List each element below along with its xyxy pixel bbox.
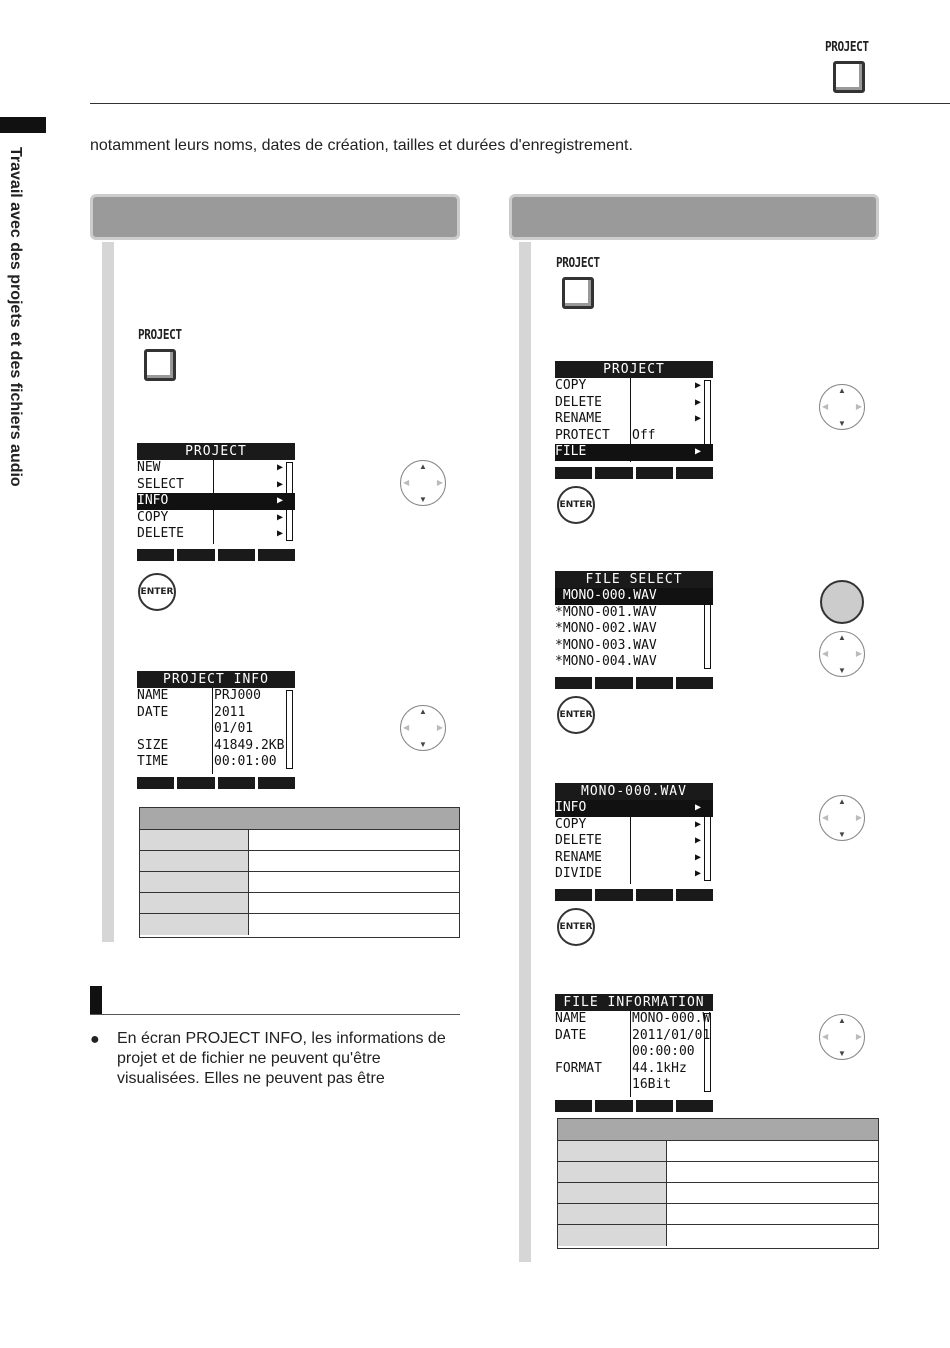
cursor-key-icon[interactable]: ▲ ▼ ◀ ▶ xyxy=(400,705,446,751)
function-key-bar xyxy=(137,777,295,789)
menu-item-label: COPY xyxy=(555,816,587,832)
arrow-right-icon: ▶ xyxy=(276,478,283,490)
info-row xyxy=(137,754,295,771)
table-row xyxy=(558,1162,878,1183)
menu-item[interactable] xyxy=(137,510,295,527)
arrow-right-icon: ▶ xyxy=(276,511,283,523)
enter-key-icon[interactable]: ENTER xyxy=(138,573,176,611)
info-row xyxy=(555,1044,713,1061)
project-button-label: PROJECT xyxy=(825,40,869,55)
menu-item-label: RENAME xyxy=(555,411,602,427)
left-info-table xyxy=(139,807,460,938)
menu-item[interactable] xyxy=(555,428,713,445)
info-label: DATE xyxy=(555,1027,587,1043)
info-row xyxy=(137,705,295,722)
menu-item-label: COPY xyxy=(555,378,587,393)
menu-item-label: INFO xyxy=(137,493,169,509)
chapter-title: Travail avec des projets et des fichiers audio xyxy=(7,147,24,487)
file-item-selected[interactable] xyxy=(555,588,713,605)
function-key-bar xyxy=(555,889,713,901)
info-value: PRJ000 xyxy=(214,688,261,703)
scrollbar xyxy=(704,380,711,459)
arrow-right-icon: ▶ xyxy=(694,396,701,408)
menu-item[interactable] xyxy=(555,395,713,412)
left-panel-header xyxy=(90,194,460,240)
scrollbar xyxy=(286,462,293,541)
file-item[interactable] xyxy=(555,654,713,671)
right-project-button[interactable] xyxy=(556,256,607,309)
right-panel-header xyxy=(509,194,879,240)
menu-item-label: FILE xyxy=(555,444,587,460)
menu-item-selected[interactable] xyxy=(555,800,713,817)
arrow-right-icon: ▶ xyxy=(694,380,701,391)
note-heading-rule xyxy=(90,1014,460,1015)
file-name: *MONO-004.WAV xyxy=(555,654,657,670)
info-label: NAME xyxy=(137,688,169,703)
info-value: MONO-000.W xyxy=(632,1011,711,1026)
table-row xyxy=(558,1225,878,1246)
info-row xyxy=(555,1061,713,1078)
cursor-key-icon[interactable]: ▲ ▼ ◀ ▶ xyxy=(819,1014,865,1060)
info-value: 00:01:00 xyxy=(214,754,277,770)
scrollbar xyxy=(704,802,711,881)
project-button-icon xyxy=(144,349,176,381)
info-row xyxy=(555,1028,713,1045)
menu-item-label: DELETE xyxy=(555,833,602,849)
info-value: 2011/01/01 xyxy=(632,1027,711,1043)
screen-title: PROJECT xyxy=(137,443,295,460)
menu-item[interactable] xyxy=(555,411,713,428)
table-row xyxy=(140,851,459,872)
menu-item[interactable] xyxy=(555,833,713,850)
note-heading-marker xyxy=(90,986,102,1014)
left-panel-step-bar xyxy=(102,242,114,942)
table-header xyxy=(140,808,459,830)
info-row xyxy=(137,721,295,738)
info-row xyxy=(137,688,295,705)
menu-item[interactable] xyxy=(555,378,713,395)
function-key-bar xyxy=(555,1100,713,1112)
header-rule xyxy=(90,103,950,104)
note-bullet: ● xyxy=(90,1031,100,1048)
menu-item-label: DELETE xyxy=(555,394,602,410)
file-item[interactable] xyxy=(555,621,713,638)
chapter-tab-marker xyxy=(0,117,46,133)
info-value: 01/01 xyxy=(214,721,254,737)
arrow-right-icon: ▶ xyxy=(276,462,283,473)
table-row xyxy=(558,1204,878,1225)
arrow-right-icon: ▶ xyxy=(276,528,283,540)
left-project-button[interactable] xyxy=(138,328,189,381)
screen-title: PROJECT INFO xyxy=(137,671,295,688)
menu-item-label: DIVIDE xyxy=(555,866,602,882)
cursor-key-icon[interactable]: ▲ ▼ ◀ ▶ xyxy=(400,460,446,506)
header-project-button[interactable] xyxy=(825,40,876,93)
info-value: 00:00:00 xyxy=(632,1044,695,1060)
file-name: *MONO-003.WAV xyxy=(555,637,657,653)
menu-item[interactable] xyxy=(137,526,295,543)
screen-title: FILE INFORMATION xyxy=(555,994,713,1011)
file-name: *MONO-001.WAV xyxy=(555,604,657,620)
file-information-screen xyxy=(555,994,713,1112)
menu-item[interactable] xyxy=(555,850,713,867)
file-item[interactable] xyxy=(555,638,713,655)
arrow-right-icon: ▶ xyxy=(694,851,701,863)
table-row xyxy=(140,830,459,851)
file-item[interactable] xyxy=(555,605,713,622)
menu-item-selected[interactable] xyxy=(555,444,713,461)
info-label: FORMAT xyxy=(555,1060,602,1076)
info-value: 16Bit xyxy=(632,1077,672,1093)
arrow-right-icon: ▶ xyxy=(694,802,701,813)
file-name: *MONO-002.WAV xyxy=(555,621,657,637)
cursor-key-icon[interactable]: ▲ ▼ ◀ ▶ xyxy=(819,795,865,841)
project-button-label: PROJECT xyxy=(556,256,600,271)
function-key-bar xyxy=(555,467,713,479)
cursor-key-icon[interactable]: ▲ ▼ ◀ ▶ xyxy=(819,631,865,677)
file-name: MONO-000.WAV xyxy=(555,588,657,603)
screen-title: PROJECT xyxy=(555,361,713,378)
arrow-right-icon: ▶ xyxy=(694,446,701,458)
scrollbar xyxy=(704,590,711,669)
arrow-right-icon: ▶ xyxy=(694,818,701,830)
intro-text: notamment leurs noms, dates de création, tailles et durées d'enregistrement. xyxy=(90,137,633,154)
file-menu-screen xyxy=(555,783,713,901)
info-value: 41849.2KB xyxy=(214,737,285,753)
info-label: DATE xyxy=(137,704,169,720)
menu-item-value: Off xyxy=(632,427,656,443)
project-menu-screen xyxy=(555,361,713,479)
dial-wheel-icon[interactable] xyxy=(820,580,864,624)
menu-item-label: RENAME xyxy=(555,849,602,865)
file-select-screen xyxy=(555,571,713,689)
cursor-key-icon[interactable]: ▲ ▼ ◀ ▶ xyxy=(819,384,865,430)
menu-item-label: NEW xyxy=(137,460,161,475)
menu-item-label: PROTECT xyxy=(555,427,610,443)
function-key-bar xyxy=(555,677,713,689)
arrow-right-icon: ▶ xyxy=(694,413,701,425)
table-row xyxy=(140,872,459,893)
project-menu-screen xyxy=(137,443,295,561)
menu-item[interactable] xyxy=(555,866,713,883)
project-button-icon xyxy=(562,277,594,309)
scrollbar xyxy=(704,1013,711,1092)
menu-item-label: COPY xyxy=(137,509,169,525)
arrow-right-icon: ▶ xyxy=(276,495,283,507)
screen-title: FILE SELECT xyxy=(555,571,713,588)
project-info-screen xyxy=(137,671,295,789)
info-row xyxy=(555,1011,713,1028)
table-header xyxy=(558,1119,878,1141)
screen-title: MONO-000.WAV xyxy=(555,783,713,800)
info-label: TIME xyxy=(137,754,169,770)
arrow-right-icon: ▶ xyxy=(694,868,701,880)
project-button-label: PROJECT xyxy=(138,328,182,343)
right-panel-step-bar xyxy=(519,242,531,1262)
arrow-right-icon: ▶ xyxy=(694,835,701,847)
enter-key-icon[interactable]: ENTER xyxy=(557,696,595,734)
table-row xyxy=(558,1141,878,1162)
table-row xyxy=(558,1183,878,1204)
note-text: En écran PROJECT INFO, les informations de projet et de fichier ne peuvent qu'être visualisées. Elles ne peuvent pas être xyxy=(117,1030,446,1087)
project-button-icon xyxy=(833,61,865,93)
menu-item[interactable] xyxy=(137,477,295,494)
menu-item[interactable] xyxy=(137,460,295,477)
table-row xyxy=(140,893,459,914)
enter-key-icon[interactable]: ENTER xyxy=(557,908,595,946)
menu-item[interactable] xyxy=(555,817,713,834)
menu-item-label: SELECT xyxy=(137,476,184,492)
table-row xyxy=(140,914,459,935)
menu-item-label: DELETE xyxy=(137,526,184,542)
enter-key-icon[interactable]: ENTER xyxy=(557,486,595,524)
info-value: 2011 xyxy=(214,704,246,720)
scrollbar xyxy=(286,690,293,769)
right-info-table xyxy=(557,1118,879,1249)
info-row xyxy=(555,1077,713,1094)
info-value: 44.1kHz xyxy=(632,1060,687,1076)
info-row xyxy=(137,738,295,755)
info-label: SIZE xyxy=(137,737,169,753)
menu-item-label: INFO xyxy=(555,800,587,815)
menu-item-selected[interactable] xyxy=(137,493,295,510)
info-label: NAME xyxy=(555,1011,587,1026)
function-key-bar xyxy=(137,549,295,561)
